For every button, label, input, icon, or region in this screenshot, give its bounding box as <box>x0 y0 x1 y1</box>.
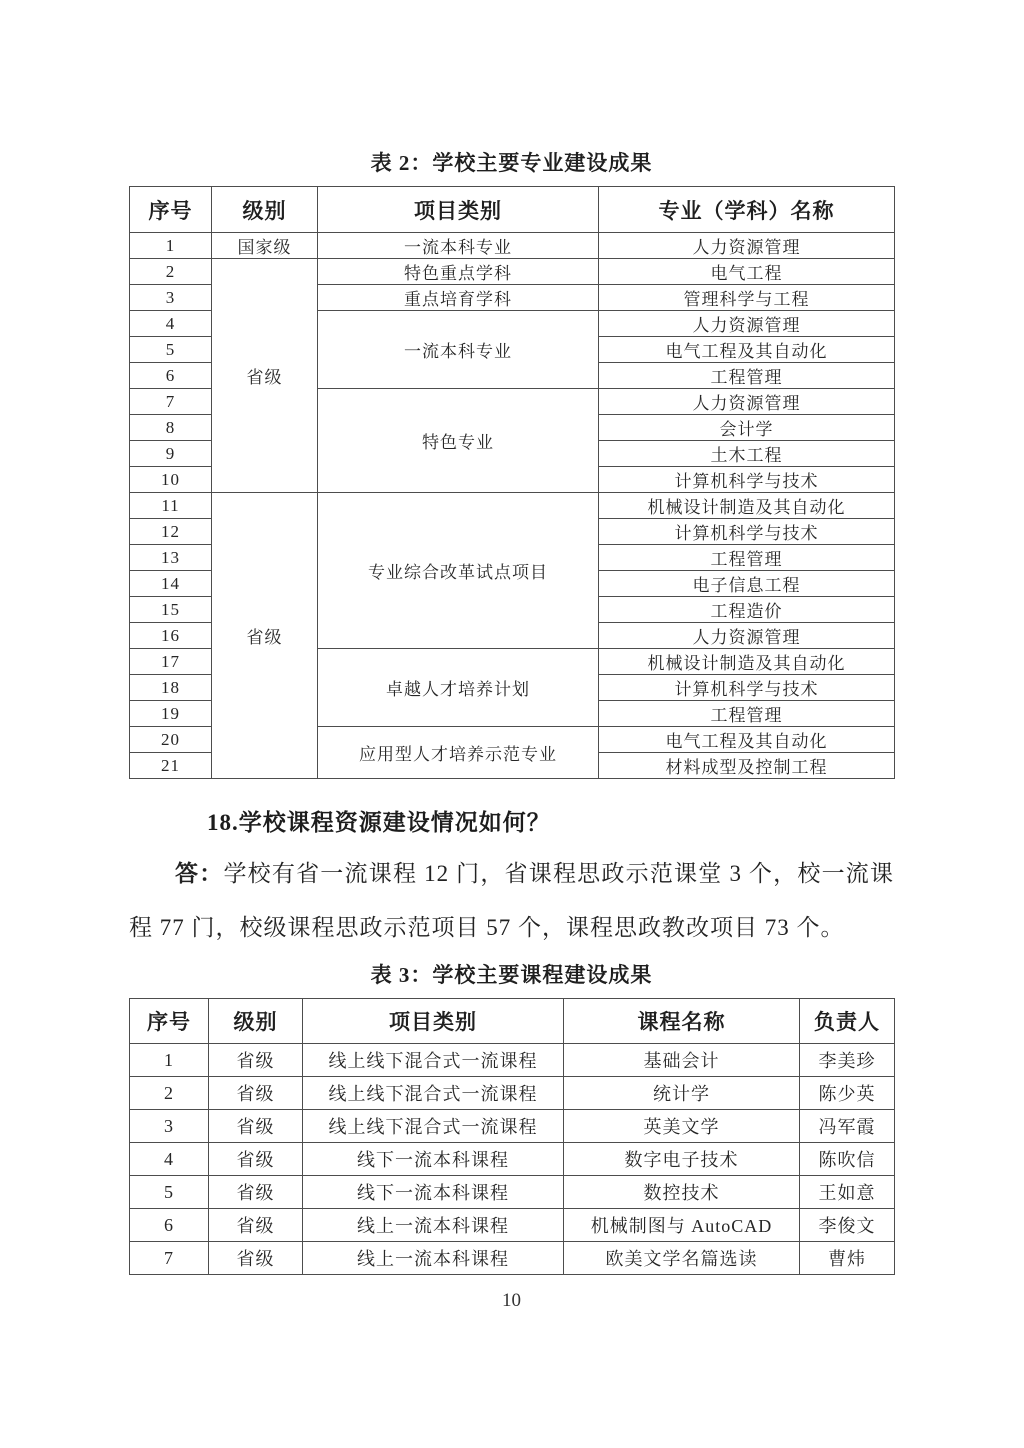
level-cell: 省级 <box>209 1209 303 1242</box>
page-content <box>129 147 894 1312</box>
serial-cell: 20 <box>130 727 212 753</box>
major-table-row <box>130 493 895 519</box>
category-cell: 特色重点学科 <box>318 259 599 285</box>
category-cell: 线上线下混合式一流课程 <box>303 1110 564 1143</box>
header-serial: 序号 <box>130 187 212 233</box>
level-cell: 省级 <box>209 1242 303 1275</box>
serial-cell: 10 <box>130 467 212 493</box>
major-table-header <box>130 187 895 233</box>
category-cell: 卓越人才培养计划 <box>318 649 599 727</box>
major-table-row <box>130 233 895 259</box>
level-cell: 省级 <box>212 493 318 779</box>
leader-cell: 李俊文 <box>800 1209 895 1242</box>
serial-cell: 9 <box>130 441 212 467</box>
category-cell: 特色专业 <box>318 389 599 493</box>
serial-cell: 5 <box>130 1176 209 1209</box>
major-name-cell: 电气工程及其自动化 <box>599 727 895 753</box>
major-table-row <box>130 259 895 285</box>
category-cell: 线上线下混合式一流课程 <box>303 1044 564 1077</box>
course-table-row <box>130 1110 895 1143</box>
category-cell: 一流本科专业 <box>318 233 599 259</box>
major-table-title: 表 2：学校主要专业建设成果 <box>370 151 653 175</box>
header-major-name: 专业（学科）名称 <box>599 187 895 233</box>
major-name-cell: 管理科学与工程 <box>599 285 895 311</box>
leader-cell: 陈少英 <box>800 1077 895 1110</box>
serial-cell: 8 <box>130 415 212 441</box>
course-table-row <box>130 1242 895 1275</box>
level-cell: 国家级 <box>212 233 318 259</box>
major-name-cell: 人力资源管理 <box>599 311 895 337</box>
serial-cell: 13 <box>130 545 212 571</box>
category-cell: 一流本科专业 <box>318 311 599 389</box>
serial-cell: 4 <box>130 1143 209 1176</box>
course-table-row <box>130 1176 895 1209</box>
major-name-cell: 机械设计制造及其自动化 <box>599 493 895 519</box>
course-name-cell: 欧美文学名篇选读 <box>564 1242 800 1275</box>
header-category: 项目类别 <box>303 999 564 1044</box>
category-cell: 重点培育学科 <box>318 285 599 311</box>
major-name-cell: 机械设计制造及其自动化 <box>599 649 895 675</box>
serial-cell: 14 <box>130 571 212 597</box>
course-table-row <box>130 1143 895 1176</box>
serial-cell: 19 <box>130 701 212 727</box>
major-table-body <box>130 233 895 779</box>
course-table-header <box>130 999 895 1044</box>
course-name-cell: 数控技术 <box>564 1176 800 1209</box>
course-name-cell: 统计学 <box>564 1077 800 1110</box>
serial-cell: 11 <box>130 493 212 519</box>
course-table-row <box>130 1077 895 1110</box>
major-name-cell: 人力资源管理 <box>599 623 895 649</box>
course-table-row <box>130 1209 895 1242</box>
header-course-name: 课程名称 <box>564 999 800 1044</box>
leader-cell: 曹炜 <box>800 1242 895 1275</box>
course-achievements-table <box>129 998 895 1275</box>
level-cell: 省级 <box>209 1044 303 1077</box>
major-name-cell: 工程管理 <box>599 701 895 727</box>
category-cell: 线上一流本科课程 <box>303 1242 564 1275</box>
category-cell: 线下一流本科课程 <box>303 1143 564 1176</box>
major-name-cell: 土木工程 <box>599 441 895 467</box>
serial-cell: 12 <box>130 519 212 545</box>
level-cell: 省级 <box>209 1110 303 1143</box>
header-category: 项目类别 <box>318 187 599 233</box>
course-table-body <box>130 1044 895 1275</box>
major-name-cell: 电气工程及其自动化 <box>599 337 895 363</box>
leader-cell: 王如意 <box>800 1176 895 1209</box>
serial-cell: 7 <box>130 389 212 415</box>
major-name-cell: 材料成型及控制工程 <box>599 753 895 779</box>
leader-cell: 李美珍 <box>800 1044 895 1077</box>
major-achievements-table <box>129 186 895 779</box>
serial-cell: 1 <box>130 1044 209 1077</box>
course-table-title: 表 3：学校主要课程建设成果 <box>370 963 653 987</box>
serial-cell: 7 <box>130 1242 209 1275</box>
answer-label: 答： <box>175 861 224 886</box>
major-name-cell: 计算机科学与技术 <box>599 519 895 545</box>
leader-cell: 冯军霞 <box>800 1110 895 1143</box>
category-cell: 线下一流本科课程 <box>303 1176 564 1209</box>
course-name-cell: 基础会计 <box>564 1044 800 1077</box>
major-name-cell: 计算机科学与技术 <box>599 467 895 493</box>
major-name-cell: 会计学 <box>599 415 895 441</box>
course-name-cell: 机械制图与 AutoCAD <box>564 1209 800 1242</box>
major-name-cell: 工程造价 <box>599 597 895 623</box>
header-level: 级别 <box>212 187 318 233</box>
page-number: 10 <box>502 1290 521 1311</box>
serial-cell: 3 <box>130 285 212 311</box>
answer-text: 学校有省一流课程 12 门，省课程思政示范课堂 3 个，校一流课程 77 门，校级课程思政示范项目 57 个，课程思政教改项目 73 个。 <box>129 861 895 940</box>
serial-cell: 2 <box>130 259 212 285</box>
serial-cell: 1 <box>130 233 212 259</box>
major-name-cell: 工程管理 <box>599 363 895 389</box>
major-name-cell: 电子信息工程 <box>599 571 895 597</box>
serial-cell: 2 <box>130 1077 209 1110</box>
header-leader: 负责人 <box>800 999 895 1044</box>
level-cell: 省级 <box>209 1176 303 1209</box>
serial-cell: 15 <box>130 597 212 623</box>
category-cell: 应用型人才培养示范专业 <box>318 727 599 779</box>
level-cell: 省级 <box>209 1143 303 1176</box>
category-cell: 线上一流本科课程 <box>303 1209 564 1242</box>
course-name-cell: 数字电子技术 <box>564 1143 800 1176</box>
serial-cell: 4 <box>130 311 212 337</box>
serial-cell: 18 <box>130 675 212 701</box>
category-cell: 专业综合改革试点项目 <box>318 493 599 649</box>
course-table-header-row <box>130 999 895 1044</box>
answer-paragraph <box>129 847 894 955</box>
serial-cell: 3 <box>130 1110 209 1143</box>
serial-cell: 16 <box>130 623 212 649</box>
course-name-cell: 英美文学 <box>564 1110 800 1143</box>
major-table-header-row <box>130 187 895 233</box>
serial-cell: 6 <box>130 1209 209 1242</box>
major-name-cell: 人力资源管理 <box>599 233 895 259</box>
serial-cell: 5 <box>130 337 212 363</box>
leader-cell: 陈吹信 <box>800 1143 895 1176</box>
serial-cell: 6 <box>130 363 212 389</box>
major-name-cell: 工程管理 <box>599 545 895 571</box>
major-name-cell: 电气工程 <box>599 259 895 285</box>
header-level: 级别 <box>209 999 303 1044</box>
question-heading: 18.学校课程资源建设情况如何？ <box>207 810 551 835</box>
major-name-cell: 人力资源管理 <box>599 389 895 415</box>
level-cell: 省级 <box>209 1077 303 1110</box>
level-cell: 省级 <box>212 259 318 493</box>
serial-cell: 17 <box>130 649 212 675</box>
serial-cell: 21 <box>130 753 212 779</box>
major-name-cell: 计算机科学与技术 <box>599 675 895 701</box>
category-cell: 线上线下混合式一流课程 <box>303 1077 564 1110</box>
course-table-row <box>130 1044 895 1077</box>
header-serial: 序号 <box>130 999 209 1044</box>
